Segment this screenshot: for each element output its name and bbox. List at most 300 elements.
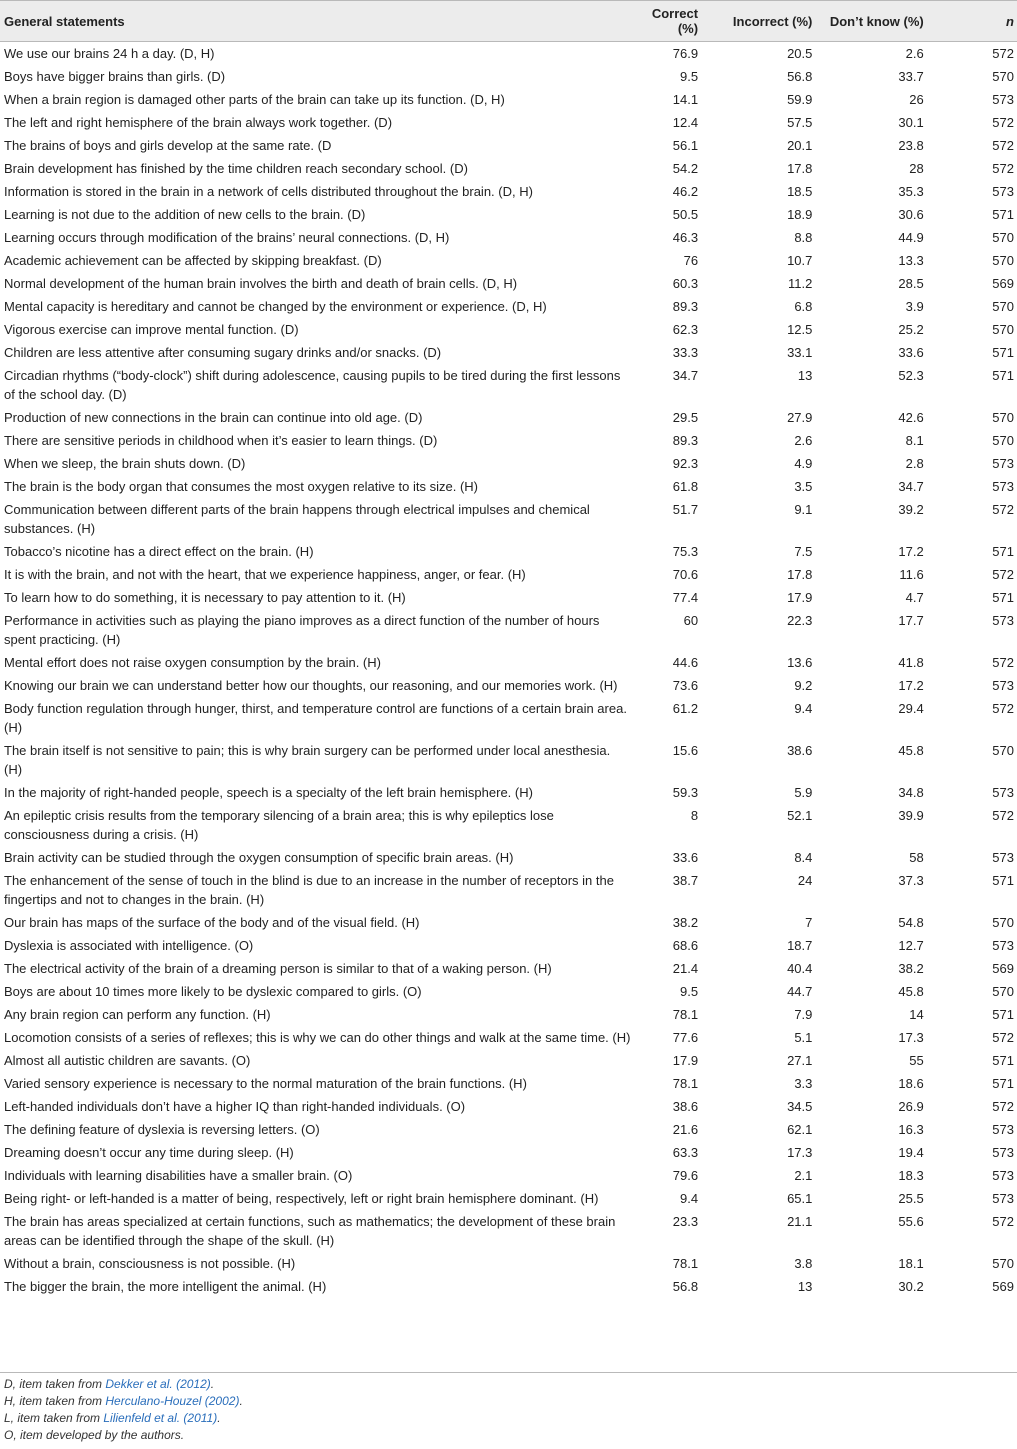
table-row bbox=[0, 1003, 1017, 1026]
dont-know-cell: 45.8 bbox=[898, 743, 924, 758]
correct-cell: 17.9 bbox=[672, 1053, 699, 1068]
incorrect-cell: 7 bbox=[805, 915, 813, 930]
statement-cell: Tobacco’s nicotine has a direct effect on the brain. (H) bbox=[4, 544, 314, 559]
table-row bbox=[0, 429, 1017, 452]
table-row bbox=[0, 1141, 1017, 1164]
dont-know-cell: 28 bbox=[909, 161, 924, 176]
table-row bbox=[0, 586, 1017, 609]
n-cell: 570 bbox=[992, 433, 1014, 448]
correct-cell: 61.8 bbox=[672, 479, 699, 494]
correct-cell: 78.1 bbox=[672, 1076, 699, 1091]
statement-cell: Mental capacity is hereditary and cannot be changed by the environment or experience. (D, H) bbox=[4, 299, 547, 314]
incorrect-cell: 2.6 bbox=[794, 433, 813, 448]
incorrect-cell: 34.5 bbox=[787, 1099, 813, 1114]
table-row bbox=[0, 295, 1017, 318]
incorrect-cell: 33.1 bbox=[787, 345, 813, 360]
incorrect-cell: 56.8 bbox=[787, 69, 813, 84]
dont-know-cell: 3.9 bbox=[905, 299, 924, 314]
n-cell: 573 bbox=[992, 613, 1014, 628]
incorrect-cell: 18.5 bbox=[787, 184, 813, 199]
dont-know-cell: 37.3 bbox=[898, 873, 924, 888]
correct-cell: 23.3 bbox=[672, 1214, 699, 1229]
table-row bbox=[0, 249, 1017, 272]
table-row bbox=[0, 1275, 1017, 1298]
header-row bbox=[0, 1, 1017, 42]
statement-cell: Any brain region can perform any function. (H) bbox=[4, 1007, 271, 1022]
incorrect-cell: 5.1 bbox=[794, 1030, 813, 1045]
correct-cell: 89.3 bbox=[672, 433, 699, 448]
table-row bbox=[0, 226, 1017, 249]
dont-know-cell: 55 bbox=[909, 1053, 924, 1068]
dont-know-cell: 12.7 bbox=[898, 938, 924, 953]
footnote-text: D, item taken from bbox=[4, 1377, 106, 1391]
correct-cell: 78.1 bbox=[672, 1007, 699, 1022]
statement-cell: It is with the brain, and not with the heart, that we experience happiness, anger, or fear. (H) bbox=[4, 567, 526, 582]
statement-cell: Academic achievement can be affected by skipping breakfast. (D) bbox=[4, 253, 382, 268]
statement-cell: Our brain has maps of the surface of the body and of the visual field. (H) bbox=[4, 915, 420, 930]
n-cell: 571 bbox=[992, 1076, 1014, 1091]
n-cell: 573 bbox=[992, 479, 1014, 494]
header-n: n bbox=[929, 1, 1017, 42]
dont-know-cell: 26 bbox=[909, 92, 924, 107]
incorrect-cell: 17.8 bbox=[787, 567, 813, 582]
correct-cell: 12.4 bbox=[672, 115, 699, 130]
table-row bbox=[0, 65, 1017, 88]
correct-cell: 21.6 bbox=[672, 1122, 699, 1137]
dont-know-cell: 25.5 bbox=[898, 1191, 924, 1206]
table-row bbox=[0, 498, 1017, 540]
correct-cell: 9.5 bbox=[679, 984, 699, 999]
footnote-text: L, item taken from bbox=[4, 1411, 104, 1425]
statement-cell: The bigger the brain, the more intelligent the animal. (H) bbox=[4, 1279, 327, 1294]
table-row bbox=[0, 157, 1017, 180]
footnote-suffix: . bbox=[210, 1377, 215, 1391]
dont-know-cell: 41.8 bbox=[898, 655, 924, 670]
statement-cell: Boys have bigger brains than girls. (D) bbox=[4, 69, 226, 84]
n-cell: 571 bbox=[992, 590, 1014, 605]
table-row bbox=[0, 911, 1017, 934]
statement-cell: Communication between different parts of the brain happens through electrical impulses and chemical substances. (H) bbox=[4, 502, 590, 536]
dont-know-cell: 18.3 bbox=[898, 1168, 924, 1183]
table-row bbox=[0, 697, 1017, 739]
correct-cell: 61.2 bbox=[672, 701, 699, 716]
dont-know-cell: 2.8 bbox=[905, 456, 924, 471]
n-cell: 569 bbox=[992, 276, 1014, 291]
footnote bbox=[4, 1427, 243, 1444]
table-row bbox=[0, 203, 1017, 226]
statement-cell: The electrical activity of the brain of a dreaming person is similar to that of a waking person. (H) bbox=[4, 961, 552, 976]
table-row bbox=[0, 364, 1017, 406]
incorrect-cell: 3.5 bbox=[794, 479, 813, 494]
statement-cell: Information is stored in the brain in a network of cells distributed throughout the brain. (D, H) bbox=[4, 184, 533, 199]
dont-know-cell: 26.9 bbox=[898, 1099, 924, 1114]
header-statement: General statements bbox=[0, 1, 636, 42]
n-cell: 570 bbox=[992, 253, 1014, 268]
footnote-text: H, item taken from bbox=[4, 1394, 106, 1408]
n-cell: 572 bbox=[992, 115, 1014, 130]
table-row bbox=[0, 1210, 1017, 1252]
n-cell: 571 bbox=[992, 1007, 1014, 1022]
header-incorrect: Incorrect (%) bbox=[702, 1, 814, 42]
footnotes bbox=[4, 1376, 243, 1444]
statement-cell: Almost all autistic children are savants. (O) bbox=[4, 1053, 251, 1068]
table-row bbox=[0, 1252, 1017, 1275]
correct-cell: 60 bbox=[683, 613, 699, 628]
correct-cell: 62.3 bbox=[672, 322, 699, 337]
correct-cell: 46.2 bbox=[672, 184, 699, 199]
n-cell: 572 bbox=[992, 502, 1014, 517]
incorrect-cell: 65.1 bbox=[787, 1191, 813, 1206]
n-cell: 570 bbox=[992, 984, 1014, 999]
n-cell: 573 bbox=[992, 1191, 1014, 1206]
table-row bbox=[0, 88, 1017, 111]
dont-know-cell: 13.3 bbox=[898, 253, 924, 268]
table-row bbox=[0, 272, 1017, 295]
n-cell: 570 bbox=[992, 230, 1014, 245]
footnote bbox=[4, 1410, 243, 1427]
incorrect-cell: 4.9 bbox=[794, 456, 813, 471]
correct-cell: 89.3 bbox=[672, 299, 699, 314]
correct-cell: 38.2 bbox=[672, 915, 699, 930]
correct-cell: 73.6 bbox=[672, 678, 699, 693]
dont-know-cell: 30.1 bbox=[898, 115, 924, 130]
dont-know-cell: 44.9 bbox=[898, 230, 924, 245]
dont-know-cell: 39.9 bbox=[898, 808, 924, 823]
dont-know-cell: 18.1 bbox=[898, 1256, 924, 1271]
table-row bbox=[0, 980, 1017, 1003]
table-row bbox=[0, 318, 1017, 341]
dont-know-cell: 2.6 bbox=[905, 46, 924, 61]
statement-cell: The brain is the body organ that consumes the most oxygen relative to its size. (H) bbox=[4, 479, 479, 494]
table-row bbox=[0, 934, 1017, 957]
footnote bbox=[4, 1393, 243, 1410]
incorrect-cell: 12.5 bbox=[787, 322, 813, 337]
table-row bbox=[0, 674, 1017, 697]
correct-cell: 14.1 bbox=[672, 92, 699, 107]
n-cell: 570 bbox=[992, 299, 1014, 314]
incorrect-cell: 7.9 bbox=[794, 1007, 813, 1022]
correct-cell: 46.3 bbox=[672, 230, 699, 245]
statement-cell: Varied sensory experience is necessary to the normal maturation of the brain functions. (H) bbox=[4, 1076, 527, 1091]
incorrect-cell: 62.1 bbox=[787, 1122, 813, 1137]
statement-cell: Body function regulation through hunger, thirst, and temperature control are functions of a certain brain area. (H) bbox=[4, 701, 627, 735]
correct-cell: 38.6 bbox=[672, 1099, 699, 1114]
statement-cell: There are sensitive periods in childhood when it’s easier to learn things. (D) bbox=[4, 433, 438, 448]
dont-know-cell: 8.1 bbox=[905, 433, 924, 448]
dont-know-cell: 45.8 bbox=[898, 984, 924, 999]
dont-know-cell: 29.4 bbox=[898, 701, 924, 716]
correct-cell: 8 bbox=[690, 808, 699, 823]
correct-cell: 63.3 bbox=[672, 1145, 699, 1160]
dont-know-cell: 30.2 bbox=[898, 1279, 924, 1294]
correct-cell: 59.3 bbox=[672, 785, 699, 800]
dont-know-cell: 17.7 bbox=[898, 613, 924, 628]
dont-know-cell: 18.6 bbox=[898, 1076, 924, 1091]
incorrect-cell: 9.4 bbox=[794, 701, 813, 716]
incorrect-cell: 3.3 bbox=[794, 1076, 813, 1091]
dont-know-cell: 17.2 bbox=[898, 678, 924, 693]
dont-know-cell: 42.6 bbox=[898, 410, 924, 425]
dont-know-cell: 34.7 bbox=[898, 479, 924, 494]
correct-cell: 77.6 bbox=[672, 1030, 699, 1045]
correct-cell: 38.7 bbox=[672, 873, 699, 888]
table-row bbox=[0, 1026, 1017, 1049]
footnote bbox=[4, 1376, 243, 1393]
statement-cell: Left-handed individuals don’t have a higher IQ than right-handed individuals. (O) bbox=[4, 1099, 466, 1114]
correct-cell: 56.8 bbox=[672, 1279, 699, 1294]
correct-cell: 15.6 bbox=[672, 743, 699, 758]
statement-cell: The brain has areas specialized at certain functions, such as mathematics; the development of these brain areas can be identified through the shape of the skull. (H) bbox=[4, 1214, 616, 1248]
n-cell: 572 bbox=[992, 1030, 1014, 1045]
incorrect-cell: 57.5 bbox=[787, 115, 813, 130]
incorrect-cell: 7.5 bbox=[794, 544, 813, 559]
statement-cell: When a brain region is damaged other parts of the brain can take up its function. (D, H) bbox=[4, 92, 505, 107]
table-row bbox=[0, 475, 1017, 498]
dont-know-cell: 54.8 bbox=[898, 915, 924, 930]
incorrect-cell: 27.9 bbox=[787, 410, 813, 425]
header-dont-know: Don’t know (%) bbox=[814, 1, 928, 42]
n-cell: 571 bbox=[992, 345, 1014, 360]
table-row bbox=[0, 869, 1017, 911]
n-cell: 572 bbox=[992, 161, 1014, 176]
footnote-reference-link[interactable]: Herculano-Houzel (2002) bbox=[105, 1394, 240, 1408]
incorrect-cell: 27.1 bbox=[787, 1053, 813, 1068]
n-cell: 569 bbox=[992, 1279, 1014, 1294]
statement-cell: Vigorous exercise can improve mental function. (D) bbox=[4, 322, 299, 337]
statement-cell: Brain activity can be studied through the oxygen consumption of specific brain areas. (H) bbox=[4, 850, 514, 865]
dont-know-cell: 23.8 bbox=[898, 138, 924, 153]
n-cell: 573 bbox=[992, 456, 1014, 471]
incorrect-cell: 21.1 bbox=[787, 1214, 813, 1229]
incorrect-cell: 13 bbox=[797, 368, 813, 383]
dont-know-cell: 28.5 bbox=[898, 276, 924, 291]
correct-cell: 76.9 bbox=[672, 46, 699, 61]
footnote-suffix: . bbox=[217, 1411, 221, 1425]
table-row bbox=[0, 1187, 1017, 1210]
dont-know-cell: 17.2 bbox=[898, 544, 924, 559]
dont-know-cell: 17.3 bbox=[898, 1030, 924, 1045]
correct-cell: 44.6 bbox=[672, 655, 699, 670]
statement-cell: Dyslexia is associated with intelligence. (O) bbox=[4, 938, 254, 953]
n-cell: 572 bbox=[992, 808, 1014, 823]
statement-cell: The brains of boys and girls develop at the same rate. (D bbox=[4, 138, 332, 153]
incorrect-cell: 17.3 bbox=[787, 1145, 813, 1160]
footnote-suffix: . bbox=[239, 1394, 243, 1408]
table-row bbox=[0, 540, 1017, 563]
n-cell: 571 bbox=[992, 873, 1014, 888]
table-row bbox=[0, 1118, 1017, 1141]
correct-cell: 60.3 bbox=[672, 276, 699, 291]
dont-know-cell: 30.6 bbox=[898, 207, 924, 222]
table-row bbox=[0, 957, 1017, 980]
n-cell: 572 bbox=[992, 1099, 1014, 1114]
table-row bbox=[0, 111, 1017, 134]
statement-cell: Boys are about 10 times more likely to be dyslexic compared to girls. (O) bbox=[4, 984, 422, 999]
statement-cell: Production of new connections in the brain can continue into old age. (D) bbox=[4, 410, 423, 425]
dont-know-cell: 38.2 bbox=[898, 961, 924, 976]
dont-know-cell: 11.6 bbox=[899, 567, 924, 582]
statement-cell: Locomotion consists of a series of reflexes; this is why we can do other things and walk at the same time. (H) bbox=[4, 1030, 631, 1045]
n-cell: 572 bbox=[992, 138, 1014, 153]
n-cell: 573 bbox=[992, 1145, 1014, 1160]
n-cell: 573 bbox=[992, 92, 1014, 107]
statement-cell: Learning is not due to the addition of new cells to the brain. (D) bbox=[4, 207, 366, 222]
dont-know-cell: 39.2 bbox=[898, 502, 924, 517]
incorrect-cell: 11.2 bbox=[788, 276, 813, 291]
dont-know-cell: 19.4 bbox=[898, 1145, 924, 1160]
table-row bbox=[0, 804, 1017, 846]
incorrect-cell: 9.1 bbox=[794, 502, 813, 517]
n-cell: 570 bbox=[992, 915, 1014, 930]
dont-know-cell: 16.3 bbox=[898, 1122, 924, 1137]
incorrect-cell: 8.4 bbox=[794, 850, 813, 865]
dont-know-cell: 33.6 bbox=[898, 345, 924, 360]
statement-cell: Circadian rhythms (“body-clock”) shift during adolescence, causing pupils to be tired during the first lessons of the school day. (D) bbox=[4, 368, 621, 402]
n-cell: 572 bbox=[992, 567, 1014, 582]
n-cell: 571 bbox=[992, 207, 1014, 222]
table-row bbox=[0, 406, 1017, 429]
incorrect-cell: 13.6 bbox=[787, 655, 813, 670]
correct-cell: 75.3 bbox=[672, 544, 699, 559]
dont-know-cell: 55.6 bbox=[898, 1214, 924, 1229]
dont-know-cell: 33.7 bbox=[898, 69, 924, 84]
incorrect-cell: 3.8 bbox=[794, 1256, 813, 1271]
incorrect-cell: 52.1 bbox=[787, 808, 813, 823]
dont-know-cell: 34.8 bbox=[898, 785, 924, 800]
table-row bbox=[0, 180, 1017, 203]
correct-cell: 54.2 bbox=[672, 161, 699, 176]
incorrect-cell: 38.6 bbox=[787, 743, 813, 758]
table-row bbox=[0, 134, 1017, 157]
incorrect-cell: 18.7 bbox=[787, 938, 813, 953]
table-row bbox=[0, 1049, 1017, 1072]
table-bottom-rule bbox=[0, 1372, 1017, 1373]
n-cell: 572 bbox=[992, 655, 1014, 670]
incorrect-cell: 24 bbox=[797, 873, 813, 888]
incorrect-cell: 13 bbox=[797, 1279, 813, 1294]
incorrect-cell: 17.9 bbox=[787, 590, 813, 605]
statement-cell: Without a brain, consciousness is not possible. (H) bbox=[4, 1256, 296, 1271]
incorrect-cell: 9.2 bbox=[794, 678, 813, 693]
dont-know-cell: 4.7 bbox=[905, 590, 924, 605]
dont-know-cell: 35.3 bbox=[898, 184, 924, 199]
incorrect-cell: 10.7 bbox=[787, 253, 813, 268]
statement-cell: Mental effort does not raise oxygen consumption by the brain. (H) bbox=[4, 655, 381, 670]
table-row bbox=[0, 846, 1017, 869]
table-row bbox=[0, 651, 1017, 674]
incorrect-cell: 2.1 bbox=[794, 1168, 813, 1183]
statement-cell: The left and right hemisphere of the brain always work together. (D) bbox=[4, 115, 393, 130]
footnote-reference-link[interactable]: Dekker et al. (2012) bbox=[105, 1377, 211, 1391]
n-cell: 573 bbox=[992, 184, 1014, 199]
correct-cell: 33.3 bbox=[672, 345, 699, 360]
incorrect-cell: 8.8 bbox=[794, 230, 813, 245]
statement-cell: Normal development of the human brain involves the birth and death of brain cells. (D, H) bbox=[4, 276, 518, 291]
correct-cell: 9.4 bbox=[679, 1191, 699, 1206]
correct-cell: 70.6 bbox=[672, 567, 699, 582]
n-cell: 572 bbox=[992, 46, 1014, 61]
n-cell: 570 bbox=[992, 1256, 1014, 1271]
n-cell: 573 bbox=[992, 785, 1014, 800]
incorrect-cell: 22.3 bbox=[787, 613, 813, 628]
statement-cell: The enhancement of the sense of touch in the blind is due to an increase in the number of receptors in the fingertips and not to changes in the brain. (H) bbox=[4, 873, 614, 907]
statement-cell: Performance in activities such as playing the piano improves as a direct function of the number of hours spent practicing. (H) bbox=[4, 613, 600, 647]
correct-cell: 50.5 bbox=[672, 207, 699, 222]
correct-cell: 77.4 bbox=[672, 590, 699, 605]
n-cell: 572 bbox=[992, 1214, 1014, 1229]
statement-cell: Individuals with learning disabilities have a smaller brain. (O) bbox=[4, 1168, 353, 1183]
table-row bbox=[0, 341, 1017, 364]
statement-cell: Brain development has finished by the time children reach secondary school. (D) bbox=[4, 161, 468, 176]
n-cell: 573 bbox=[992, 1168, 1014, 1183]
statement-cell: Learning occurs through modification of the brains’ neural connections. (D, H) bbox=[4, 230, 450, 245]
table-row bbox=[0, 1164, 1017, 1187]
n-cell: 571 bbox=[992, 544, 1014, 559]
correct-cell: 51.7 bbox=[672, 502, 699, 517]
correct-cell: 78.1 bbox=[672, 1256, 699, 1271]
correct-cell: 56.1 bbox=[672, 138, 699, 153]
correct-cell: 92.3 bbox=[672, 456, 699, 471]
dont-know-cell: 25.2 bbox=[898, 322, 924, 337]
incorrect-cell: 6.8 bbox=[794, 299, 813, 314]
correct-cell: 76 bbox=[683, 253, 699, 268]
correct-cell: 33.6 bbox=[672, 850, 699, 865]
n-cell: 570 bbox=[992, 69, 1014, 84]
n-cell: 573 bbox=[992, 938, 1014, 953]
statement-cell: We use our brains 24 h a day. (D, H) bbox=[4, 46, 215, 61]
incorrect-cell: 44.7 bbox=[787, 984, 813, 999]
statement-cell: When we sleep, the brain shuts down. (D) bbox=[4, 456, 246, 471]
statement-cell: An epileptic crisis results from the temporary silencing of a brain area; this is why epileptics lose consciousness during a crisis. (H) bbox=[4, 808, 554, 842]
statement-cell: Knowing our brain we can understand better how our thoughts, our reasoning, and our memories work. (H) bbox=[4, 678, 618, 693]
incorrect-cell: 20.5 bbox=[787, 46, 813, 61]
correct-cell: 68.6 bbox=[672, 938, 699, 953]
n-cell: 573 bbox=[992, 678, 1014, 693]
n-cell: 573 bbox=[992, 1122, 1014, 1137]
statement-cell: The defining feature of dyslexia is reversing letters. (O) bbox=[4, 1122, 320, 1137]
correct-cell: 29.5 bbox=[672, 410, 699, 425]
incorrect-cell: 5.9 bbox=[794, 785, 813, 800]
statement-cell: Dreaming doesn’t occur any time during sleep. (H) bbox=[4, 1145, 294, 1160]
footnote-reference-link[interactable]: Lilienfeld et al. (2011) bbox=[103, 1411, 218, 1425]
footnote-text: O, item developed by the authors. bbox=[4, 1428, 185, 1442]
correct-cell: 34.7 bbox=[672, 368, 699, 383]
table-row bbox=[0, 739, 1017, 781]
statement-cell: Being right- or left-handed is a matter of being, respectively, left or right brain hemisphere dominant. (H) bbox=[4, 1191, 599, 1206]
correct-cell: 21.4 bbox=[672, 961, 699, 976]
incorrect-cell: 17.8 bbox=[787, 161, 813, 176]
table-row bbox=[0, 609, 1017, 651]
statement-cell: To learn how to do something, it is necessary to pay attention to it. (H) bbox=[4, 590, 406, 605]
incorrect-cell: 20.1 bbox=[787, 138, 813, 153]
n-cell: 570 bbox=[992, 410, 1014, 425]
n-cell: 572 bbox=[992, 701, 1014, 716]
dont-know-cell: 14 bbox=[909, 1007, 924, 1022]
table-row bbox=[0, 563, 1017, 586]
incorrect-cell: 59.9 bbox=[787, 92, 813, 107]
incorrect-cell: 18.9 bbox=[787, 207, 813, 222]
n-cell: 569 bbox=[992, 961, 1014, 976]
header-correct: Correct (%) bbox=[636, 1, 702, 42]
dont-know-cell: 52.3 bbox=[898, 368, 924, 383]
statement-cell: The brain itself is not sensitive to pain; this is why brain surgery can be performed under local anesthesia. (H) bbox=[4, 743, 611, 777]
correct-cell: 79.6 bbox=[672, 1168, 699, 1183]
statement-cell: In the majority of right-handed people, speech is a specialty of the left brain hemisphere. (H) bbox=[4, 785, 533, 800]
n-cell: 571 bbox=[992, 1053, 1014, 1068]
table-row bbox=[0, 781, 1017, 804]
table-row bbox=[0, 1095, 1017, 1118]
statement-cell: Children are less attentive after consuming sugary drinks and/or snacks. (D) bbox=[4, 345, 442, 360]
